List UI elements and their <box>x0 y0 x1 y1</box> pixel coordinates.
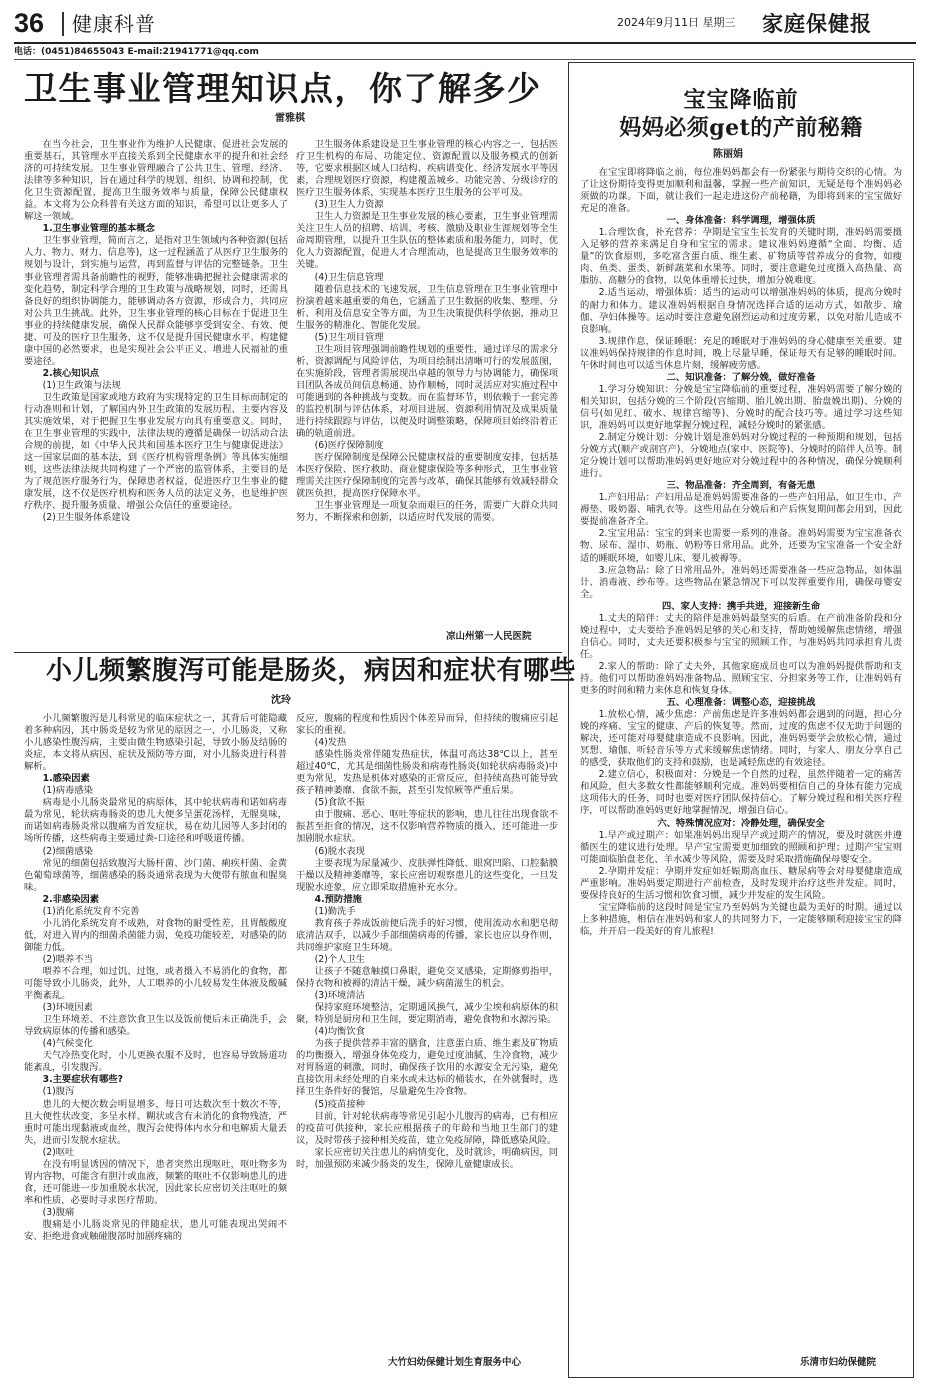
subheading: (4)卫生信息管理 <box>314 271 384 283</box>
paragraph: 2.制定分娩计划：分娩计划是准妈妈对分娩过程的一种预期和规划，包括分娩方式(顺产或剖宫产)、分娩地点(家中、医院等)、分娩时的陪伴人员等。制定分娩计划可以帮助准妈妈更好地应对分娩过程中的各种情况，确保分娩顺利进行。 <box>580 432 902 480</box>
subheading: (3)环境清洁 <box>314 990 365 1002</box>
paragraph: 3.规律作息，保证睡眠：充足的睡眠对于准妈妈的身心健康至关重要。建议准妈妈保持规律的作息时间，晚上尽量早睡，保证每天有足够的睡眠时间。午休时间也可以适当休息片刻，缓解疲劳感。 <box>580 335 902 371</box>
subheading: (2)喂养不当 <box>42 953 93 965</box>
subheading: (2)呕吐 <box>42 1146 75 1158</box>
subheading: 二、知识准备：了解分娩，做好准备 <box>666 371 816 383</box>
paragraph: 腹痛是小儿肠炎常见的伴随症状，患儿可能表现出哭闹不安、拒绝进食或触碰腹部时加剧疼痛的 <box>24 1218 287 1243</box>
subheading: 三、物品准备：齐全周到，有备无患 <box>666 480 816 492</box>
header-divider <box>62 12 64 36</box>
subheading: (1)消化系统发育不完善 <box>42 905 140 917</box>
article2-column-2 <box>296 713 558 1358</box>
paragraph: 1.早产或过期产：如果准妈妈出现早产或过期产的情况，要及时就医并遵循医生的建议进行处理。早产宝宝需要更加细致的照顾和护理；过期产宝宝则可能面临胎盘老化、羊水减少等风险，需要及时采取措施确保母婴安全。 <box>580 829 902 865</box>
paragraph: 感染性肠炎常伴随发热症状，体温可高达38℃以上，甚至超过40℃，尤其是细菌性肠炎和病毒性肠炎(如轮状病毒肠炎)中更为常见，发热是机体对感染的正常反应，但持续高热可能导致孩子精神萎靡、食欲不振，甚至引发惊厥等严重后果。 <box>296 749 558 797</box>
paragraph: 2.家人的帮助：除了丈夫外，其他家庭成员也可以为准妈妈提供帮助和支持。他们可以帮助准妈妈准备物品、照顾宝宝、分担家务等工作，让准妈妈有更多的时间和精力来休息和恢复身体。 <box>580 660 902 697</box>
paragraph: 教育孩子养成饭前便后洗手的好习惯，使用流动水和肥皂彻底清洁双手，以减少手部细菌病毒的传播，家长也应以身作则，共同维护家庭卫生环境。 <box>296 917 558 953</box>
article3-title-line2: 妈妈必须get的产前秘籍 <box>619 115 863 141</box>
paragraph: 1.产妇用品：产妇用品是准妈妈需要准备的一些产妇用品，如卫生巾、产褥垫、吸奶器、哺乳衣等。这些用品在分娩后和产后恢复期间都会用到，因此要提前准备齐全。 <box>580 492 902 528</box>
paragraph: 病毒是小儿肠炎最常见的病原体，其中轮状病毒和诺如病毒最为常见，轮状病毒肠炎的患儿大便多呈蛋花汤样，无腥臭味，而诺如病毒肠炎常以腹痛为首发症状，易在幼儿园等人多封闭的场所传播，这些病毒主要通过粪-口途径和呼吸道传播。 <box>24 797 287 845</box>
header-rule <box>14 42 916 44</box>
article1-column-2 <box>296 139 558 639</box>
subheading: 4.预防措施 <box>314 893 362 905</box>
paragraph: 在没有明显诱因的情况下，患者突然出现呕吐，呕吐物多为胃内容物，可能含有胆汁或血液，频繁的呕吐不仅影响患儿的进食，还可能进一步加重脱水状况，因此家长应密切关注呕吐的频率和性质，必要时寻求医疗帮助。 <box>24 1158 287 1206</box>
paragraph: 1.学习分娩知识：分娩是宝宝降临前的重要过程，准妈妈需要了解分娩的相关知识，包括分娩的三个阶段(宫缩期、胎儿娩出期、胎盘娩出期)、分娩的信号(如见红、破水、规律宫缩等)、分娩时的配合技巧等。通过学习这些知识，准妈妈可以更好地掌握分娩过程，减轻分娩时的紧张感。 <box>580 383 902 431</box>
subheading: 六、特殊情况应对：冷静处理，确保安全 <box>657 817 825 829</box>
paragraph: 家长应密切关注患儿的病情变化，及时就诊，明确病因，同时，加强预防来减少肠炎的发生，保障儿童健康成长。 <box>296 1146 558 1170</box>
subheading: 2.非感染因素 <box>42 893 100 905</box>
subheading: (2)卫生服务体系建设 <box>42 512 131 524</box>
subheading: 2.核心知识点 <box>42 367 100 379</box>
article1-organization: 凉山州第一人民医院 <box>446 631 532 642</box>
paragraph: 卫生人力资源是卫生事业发展的核心要素，卫生事业管理需关注卫生人员的招聘、培训、考核、激励及职业生涯规划等全生命周期管理，以提升卫生队伍的整体素质和服务能力，同时，优化人力资源配置，促进人才合理流动，也是提高卫生服务效率的关键。 <box>296 211 558 271</box>
subheading: (6)脱水表现 <box>314 845 365 857</box>
paragraph: 2.适当运动，增强体质：适当的运动可以增强准妈妈的体质，提高分娩时的耐力和体力。建议准妈妈根据自身情况选择合适的运动方式，如散步、瑜伽、孕妇体操等。运动时要注意避免剧烈运动和过度劳累，以免对胎儿造成不良影响。 <box>580 287 902 335</box>
paragraph: 随着信息技术的飞速发展，卫生信息管理在卫生事业管理中扮演着越来越重要的角色，它涵盖了卫生数据的收集、整理、分析、利用及信息安全等方面，为卫生决策提供科学依据，推动卫生服务的精准化、智能化发展。 <box>296 283 558 331</box>
paragraph: 保持家庭环境整洁，定期通风换气，减少尘埃和病原体的积聚，特别是厨房和卫生间，要定期消毒，避免食物和水源污染。 <box>296 1002 558 1026</box>
paragraph: 医疗保障制度是保障公民健康权益的重要制度安排，包括基本医疗保险、医疗救助、商业健康保险等多种形式，卫生事业管理需关注医疗保障制度的完善与改革，确保其能够有效减轻群众就医负担，提高医疗保障水平。 <box>296 452 558 500</box>
subheading: (5)食欲不振 <box>314 797 365 809</box>
subheading: (1)病毒感染 <box>42 785 93 797</box>
contact-info: 电话：(0451)84655043 E-mail:21941771@qq.com <box>14 47 259 57</box>
subheading: 四、家人支持：携手共进，迎接新生命 <box>661 600 821 612</box>
subheading: (3)环境因素 <box>42 1002 93 1014</box>
subheading: (3)卫生人力资源 <box>314 199 384 211</box>
article2-organization: 大竹妇幼保健计划生育服务中心 <box>388 1357 522 1368</box>
subheading: (2)个人卫生 <box>314 953 365 965</box>
article3-organization: 乐清市妇幼保健院 <box>800 1357 877 1368</box>
subheading: 一、身体准备：科学调理，增强体质 <box>666 215 816 227</box>
article2-author: 沈玲 <box>271 695 291 706</box>
page-number: 36 <box>14 8 45 38</box>
article1-author: 雷雅棋 <box>275 113 305 124</box>
article1-title: 卫生事业管理知识点，你了解多少 <box>24 69 542 108</box>
article1-column-1 <box>24 139 288 653</box>
paragraph: 1.丈夫的陪伴：丈夫的陪伴是准妈妈最坚实的后盾。在产前准备阶段和分娩过程中，丈夫要给予准妈妈足够的关心和支持，帮助她缓解焦虑情绪，增强自信心。同时，丈夫还要积极参与宝宝的照顾工作，与准妈妈共同承担育儿责任。 <box>580 612 902 660</box>
subheading: (4)均衡饮食 <box>314 1026 365 1038</box>
paragraph: 喂养不合理，如过饥、过饱，或者摄入不易消化的食物，都可能导致小儿肠炎，此外，人工喂养的小儿较易发生体液及酸碱平衡紊乱。 <box>24 965 287 1002</box>
paragraph: 小儿消化系统发育不成熟，对食物的耐受性差，且胃酸酸度低，对进入胃内的细菌杀菌能力弱，免疫功能较差，对感染的防御能力低。 <box>24 917 287 953</box>
subheading: (4)气候变化 <box>42 1038 93 1050</box>
subheading: (1)勤洗手 <box>314 905 356 917</box>
paragraph: 主要表现为尿量减少、皮肤弹性降低、眼窝凹陷、口腔黏膜干燥以及精神萎靡等，家长应密切观察患儿的这些变化，一旦发现脱水迹象，应立即采取措施补充水分。 <box>296 857 558 893</box>
section-title: 健康科普 <box>72 12 156 36</box>
article3-body <box>580 167 902 1355</box>
subheading: (5)疫苗接种 <box>314 1098 365 1110</box>
subheading: 1.卫生事业管理的基本概念 <box>42 223 155 235</box>
paragraph: 让孩子不随意触摸口鼻眼，避免交叉感染，定期修剪指甲，保持衣物和被褥的清洁干燥，减少病菌滋生的机会。 <box>296 965 558 990</box>
subheading: (1)腹泻 <box>42 1086 75 1098</box>
subheading: (5)卫生项目管理 <box>314 331 384 343</box>
subheading: (1)卫生政策与法规 <box>42 379 121 391</box>
paragraph: 在当今社会，卫生事业作为维护人民健康、促进社会发展的重要基石，其管理水平直接关系到全民健康水平的提升和社会经济的可持续发展。卫生事业管理融合了公共卫生、管理、经济、法律等多种知识，旨在通过科学的规划、组织、协调和控制，优化卫生资源配置，提高卫生服务效率与质量，保障公民健康权益。本文将为公众科普有关这方面的知识，希望可以让更多人了解这一领域。 <box>24 139 288 223</box>
article3-author: 陈丽娟 <box>713 149 743 160</box>
subheading: 3.主要症状有哪些? <box>42 1074 124 1086</box>
paragraph: 1.合理饮食，补充营养：孕期是宝宝生长发育的关键时期，准妈妈需要摄入足够的营养来满足自身和宝宝的需求。建议准妈妈遵循“全面、均衡、适量”的饮食原则，多吃富含蛋白质、维生素、矿物质等营养成分的食物，如瘦肉、鱼类、蛋类、新鲜蔬菜和水果等。同时，要注意避免过度摄入高热量、高脂肪、高糖分的食物，以免体重增长过快，增加分娩难度。 <box>580 227 902 287</box>
article2-title: 小儿频繁腹泻可能是肠炎，病因和症状有哪些 <box>46 656 577 686</box>
paragraph: 2.孕期并发症：孕期并发症如妊娠期高血压、糖尿病等会对母婴健康造成严重影响。准妈妈要定期进行产前检查，及时发现并治疗这些并发症。同时，要保持良好的生活习惯和饮食习惯，减少并发症的发生风险。 <box>580 865 902 901</box>
paragraph: 卫生事业管理，简而言之，是指对卫生领域内各种资源(包括人力、物力、财力、信息等)，这一过程涵盖了从医疗卫生服务的规划与设计，到实施与运营，再到监督与评估的完整链条。卫生事业管理者需具备前瞻性的视野，能够准确把握社会健康需求的变化趋势，制定科学合理的卫生政策与战略规划，同时，还需具备良好的组织协调能力，能够调动各方资源，形成合力，共同应对公共卫生挑战。此外，卫生事业管理的核心目标在于促进卫生事业的持续健康发展，确保人民群众能够享受到安全、有效、便捷、可及的医疗卫生服务，这不仅是提升国民健康水平、构建健康中国的必然要求，也是实现社会公平正义、增进人民福祉的重要途径。 <box>24 235 288 367</box>
paragraph: 由于腹痛、恶心、呕吐等症状的影响，患儿往往出现食欲不振甚至拒食的情况，这不仅影响营养物质的摄入，还可能进一步加剧脱水症状。 <box>296 809 558 845</box>
subheading: (3)腹痛 <box>42 1206 75 1218</box>
paragraph: 2.宝宝用品：宝宝的到来也需要一系列的准备。准妈妈需要为宝宝准备衣物、尿布、湿巾、奶瓶、奶粉等日常用品。此外，还要为宝宝准备一个安全舒适的睡眠环境，如婴儿床、婴儿被褥等。 <box>580 528 902 564</box>
paragraph: 1.放松心情，减少焦虑：产前焦虑是许多准妈妈都会遇到的问题，担心分娩的疼痛、宝宝的健康、产后的恢复等。然而，过度的焦虑不仅无助于问题的解决，还可能对母婴健康造成不良影响。因此，准妈妈要学会放松心情，通过冥想、瑜伽、听轻音乐等方式来缓解焦虑情绪。同时，与家人、朋友分享自己的感受，获取他们的支持和鼓励，也是减轻焦虑的有效途径。 <box>580 709 902 769</box>
paragraph: 卫生环境差、不注意饮食卫生以及饭前便后未正确洗手，会导致病原体的传播和感染。 <box>24 1014 287 1038</box>
subheading: (4)发热 <box>314 737 347 749</box>
subheading: 1.感染因素 <box>42 773 90 785</box>
paragraph: 为孩子提供营养丰富的膳食，注意蛋白质、维生素及矿物质的均衡摄入，增强身体免疫力，避免过度油腻、生冷食物，减少对胃肠道的刺激，同时，确保孩子饮用的水源安全无污染，避免直接饮用未经处理的自来水或未达标的桶装水，在外就餐时，选择卫生条件好的餐馆，尽量避免生冷食物。 <box>296 1038 558 1098</box>
issue-date: 2024年9月11日 星期三 <box>617 16 736 29</box>
paragraph: 卫生服务体系建设是卫生事业管理的核心内容之一，包括医疗卫生机构的布局、功能定位、资源配置以及服务模式的创新等，它要求根据区域人口结构、疾病谱变化、经济发展水平等因素，合理规划医疗资源，构建覆盖城乡、功能完善、分级诊疗的医疗卫生服务体系，实现基本医疗卫生服务的公平可及。 <box>296 139 558 199</box>
paragraph: 卫生政策是国家或地方政府为实现特定的卫生目标而制定的行动准则和计划，了解国内外卫生政策的发展历程、主要内容及其实施效果，对于把握卫生事业发展方向具有重要意义。同时，在卫生事业管理的实践中，法律法规的遵循是确保一切活动合法合规的前提，如《中华人民共和国基本医疗卫生与健康促进法》这一国家层面的基本法，到《医疗机构管理条例》等具体实施细则，这些法律法规共同构建了一个严密的监管体系，主要目的是为了规范医疗服务行为，保障患者权益，促进医疗卫生事业的健康发展，这不仅是医疗机构和医务人员的法定义务，也是维护医疗秩序、提升服务质量、增强公众信任的重要途径。 <box>24 391 288 512</box>
contact-rule <box>14 59 916 60</box>
article2-column-1 <box>24 713 287 1373</box>
subheading: (2)细菌感染 <box>42 845 93 857</box>
paragraph: 3.应急物品：除了日常用品外，准妈妈还需要准备一些应急物品，如体温计、消毒液、纱布等。这些物品在紧急情况下可以发挥重要作用，确保母婴安全。 <box>580 564 902 600</box>
paragraph: 常见的细菌包括致腹泻大肠杆菌、沙门菌、痢疾杆菌、金黄色葡萄球菌等，细菌感染的肠炎通常表现为大便带有脓血和腥臭味。 <box>24 857 287 893</box>
paragraph: 卫生事业管理是一项复杂而艰巨的任务，需要广大群众共同努力，不断探索和创新，以适应时代发展的需要。 <box>296 500 558 524</box>
paragraph: 天气冷热变化时，小儿更换衣服不及时，也容易导致肠道功能紊乱，引发腹泻。 <box>24 1050 287 1074</box>
subheading: (6)医疗保障制度 <box>314 440 384 452</box>
paper-name: 家庭保健报 <box>762 11 872 36</box>
subheading: 五、心理准备：调整心态，迎接挑战 <box>666 697 816 709</box>
paragraph: 患儿的大便次数会明显增多，每日可达数次至十数次不等，且大便性状改变，多呈水样、糊状或含有未消化的食物残渣，严重时可能出现黏液或血丝，腹泻会使得体内水分和电解质大量丢失，进而引发脱水症状。 <box>24 1098 287 1146</box>
paragraph: 2.建立信心，积极面对：分娩是一个自然的过程，虽然伴随着一定的痛苦和风险，但大多数女性都能够顺利完成。准妈妈要相信自己的身体有能力完成这项伟大的任务，同时也要对医疗团队保持信心。了解分娩过程和相关医疗程序，可以帮助准妈妈更好地掌握情况，增强自信心。 <box>580 769 902 817</box>
paragraph: 在宝宝即将降临之前，每位准妈妈都会有一份紧张与期待交织的心情。为了让这份期待变得更加顺利和温馨，掌握一些产前知识，无疑是每个准妈妈必须做的功课。下面，就让我们一起走进这份产前秘籍，为即将到来的宝宝做好充足的准备。 <box>580 167 902 215</box>
paragraph: 宝宝降临前的这段时间是宝宝乃至妈妈为关键也最为美好的时期。通过以上多种措施，相信在准妈妈和家人的共同努力下，一定能够顺利迎接宝宝的降临，并开启一段美好的育儿旅程! <box>580 901 902 937</box>
article3-title-line1: 宝宝降临前 <box>683 87 799 113</box>
paragraph: 反应，腹痛的程度和性质因个体差异而异，但持续的腹痛应引起家长的重视。 <box>296 713 558 737</box>
paragraph: 小儿频繁腹泻是儿科常见的临床症状之一，其背后可能隐藏着多种病因，其中肠炎是较为常见的原因之一，小儿肠炎，又称小儿感染性腹泻病，主要由微生物感染引起，导致小肠及结肠的炎症，本文将从病因、症状及预防等方面，对小儿肠炎进行科普解析。 <box>24 713 287 773</box>
article-divider <box>14 652 562 653</box>
paragraph: 卫生项目管理强调前瞻性规划的重要性，通过详尽的需求分析、资源调配与风险评估，为项目绘制出清晰可行的发展蓝图，在实施阶段，管理者需展现出卓越的领导力与协调能力，确保项目团队各成员间信息畅通、协作顺畅，同时灵活应对实施过程中可能遇到的各种挑战与变数。而在监督环节，则依赖于一套完善的监控机制与评估体系，对项目进展、资源利用情况及成果质量进行持续跟踪与评估，以便及时调整策略，保障项目始终沿着正确的轨道前进。 <box>296 343 558 440</box>
paragraph: 目前，针对轮状病毒等常见引起小儿腹泻的病毒，已有相应的疫苗可供接种，家长应根据孩子的年龄和当地卫生部门的建议，及时带孩子接种相关疫苗，建立免疫屏障，降低感染风险。 <box>296 1110 558 1146</box>
